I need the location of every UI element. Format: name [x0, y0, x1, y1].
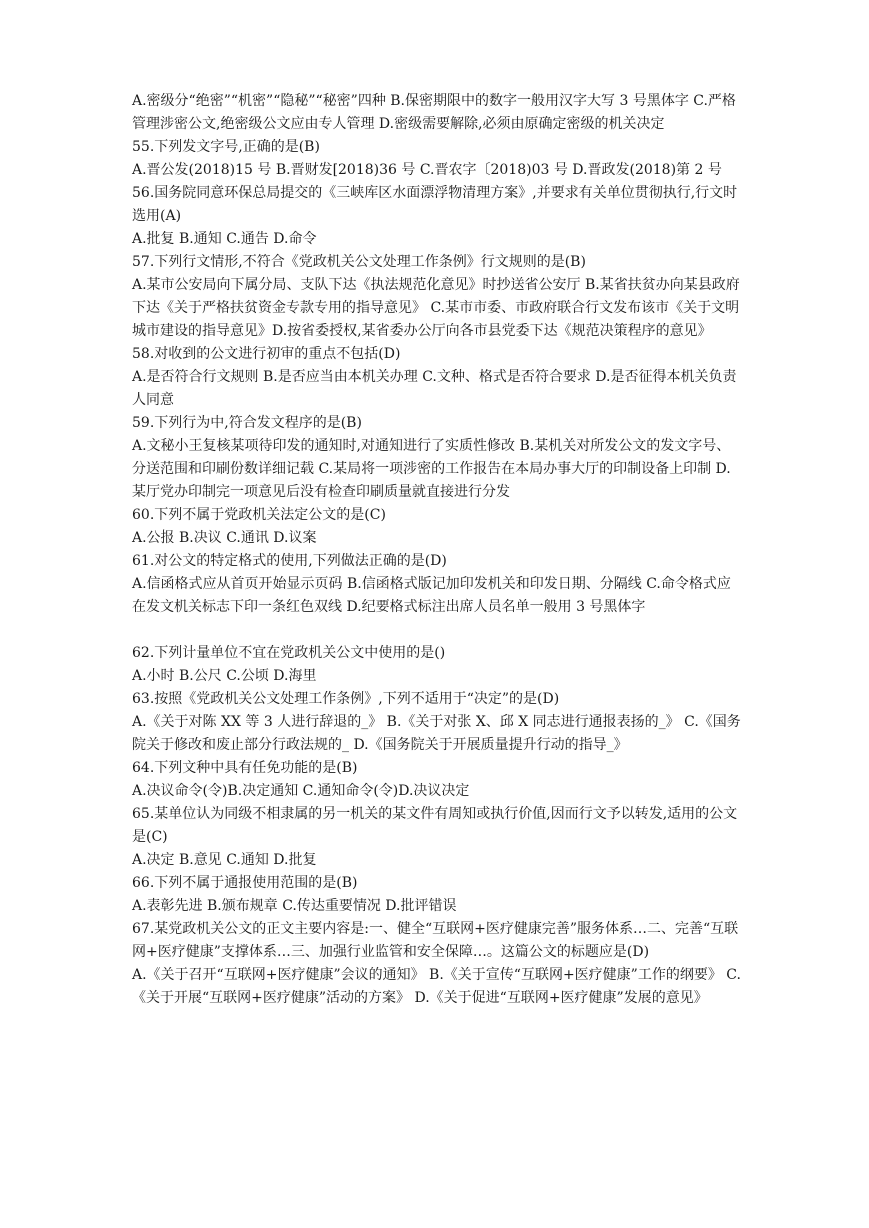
answer-options: A.晋公发(2018)15 号 B.晋财发[2018)36 号 C.晋农字〔2018)03 号 D.晋政发(2018)第 2 号: [132, 162, 722, 178]
question-62: 62.下列计量单位不宜在党政机关公文中使用的是(): [132, 645, 446, 661]
answer-options: A.批复 B.通知 C.通告 D.命令: [132, 231, 317, 247]
question-58: 58.对收到的公文进行初审的重点不包括(D): [132, 346, 401, 362]
text-line: A.密级分“绝密”“机密”“隐秘”“秘密”四种 B.保密期限中的数字一般用汉字大写 3 号黑体字 C.严格管理涉密公文,绝密级公文应由专人管理 D.密级需要解除,必须由原确定密级的机关决定: [132, 93, 736, 132]
answer-options: A.《关于召开“互联网+医疗健康”会议的通知》 B.《关于宣传“互联网+医疗健康”工作的纲要》 C.《关于开展“互联网+医疗健康”活动的方案》 D.《关于促进“互联网+医疗健康”发展的意见》: [132, 967, 741, 1006]
question-67: 67.某党政机关公文的正文主要内容是:一、健全“互联网+医疗健康完善”服务体系…二、完善“互联网+医疗健康”支撑体系…三、加强行业监管和安全保障…。这篇公文的标题应是(D): [132, 921, 739, 960]
question-55: 55.下列发文字号,正确的是(B): [132, 139, 320, 155]
question-60: 60.下列不属于党政机关法定公文的是(C): [132, 507, 386, 523]
question-56: 56.国务院同意环保总局提交的《三峡库区水面漂浮物清理方案》,并要求有关单位贯彻执行,行文时选用(A): [132, 185, 738, 224]
answer-options: A.小时 B.公尺 C.公顷 D.海里: [132, 668, 317, 684]
question-64: 64.下列文种中具有任免功能的是(B): [132, 760, 358, 776]
blank-line: [132, 619, 742, 642]
answer-options: A.是否符合行文规则 B.是否应当由本机关办理 C.文种、格式是否符合要求 D.是否征得本机关负责人同意: [132, 369, 737, 408]
question-61: 61.对公文的特定格式的使用,下列做法正确的是(D): [132, 553, 447, 569]
answer-options: A.某市公安局向下属分局、支队下达《执法规范化意见》时抄送省公安厅 B.某省扶贫办向某县政府下达《关于严格扶贫资金专款专用的指导意见》 C.某市市委、市政府联合行文发布该市《关于文明城市建设的指导意见》D.按省委授权,某省委办公厅向各市县党委下达《规范决策程序的意见》: [132, 277, 740, 339]
answer-options: A.公报 B.决议 C.通讯 D.议案: [132, 530, 317, 546]
answer-options: A.文秘小王复核某项待印发的通知时,对通知进行了实质性修改 B.某机关对所发公文的发文字号、分送范围和印刷份数详细记载 C.某局将一项涉密的工作报告在本局办事大厅的印制设备上印制 D.某厅党办印制完一项意见后没有检查印刷质量就直接进行分发: [132, 438, 731, 500]
question-66: 66.下列不属于通报使用范围的是(B): [132, 875, 358, 891]
answer-options: A.决议命令(令)B.决定通知 C.通知命令(令)D.决议决定: [132, 783, 470, 799]
answer-options: A.信函格式应从首页开始显示页码 B.信函格式版记加印发机关和印发日期、分隔线 C.命令格式应在发文机关标志下印一条红色双线 D.纪要格式标注出席人员名单一般用 3 号黑体字: [132, 576, 731, 615]
question-65: 65.某单位认为同级不相隶属的另一机关的某文件有周知或执行价值,因而行文予以转发,适用的公文是(C): [132, 806, 738, 845]
document-body: [132, 90, 742, 1010]
question-59: 59.下列行为中,符合发文程序的是(B): [132, 415, 362, 431]
answer-options: A.决定 B.意见 C.通知 D.批复: [132, 852, 317, 868]
answer-options: A.表彰先进 B.颁布规章 C.传达重要情况 D.批评错误: [132, 898, 457, 914]
question-63: 63.按照《党政机关公文处理工作条例》,下列不适用于“决定”的是(D): [132, 691, 560, 707]
answer-options: A.《关于对陈 XX 等 3 人进行辞退的_》 B.《关于对张 X、邱 X 同志进行通报表扬的_》 C.《国务院关于修改和废止部分行政法规的_ D.《国务院关于开展质量提升行动的指导_》: [132, 714, 741, 753]
question-57: 57.下列行文情形,不符合《党政机关公文处理工作条例》行文规则的是(B): [132, 254, 586, 270]
